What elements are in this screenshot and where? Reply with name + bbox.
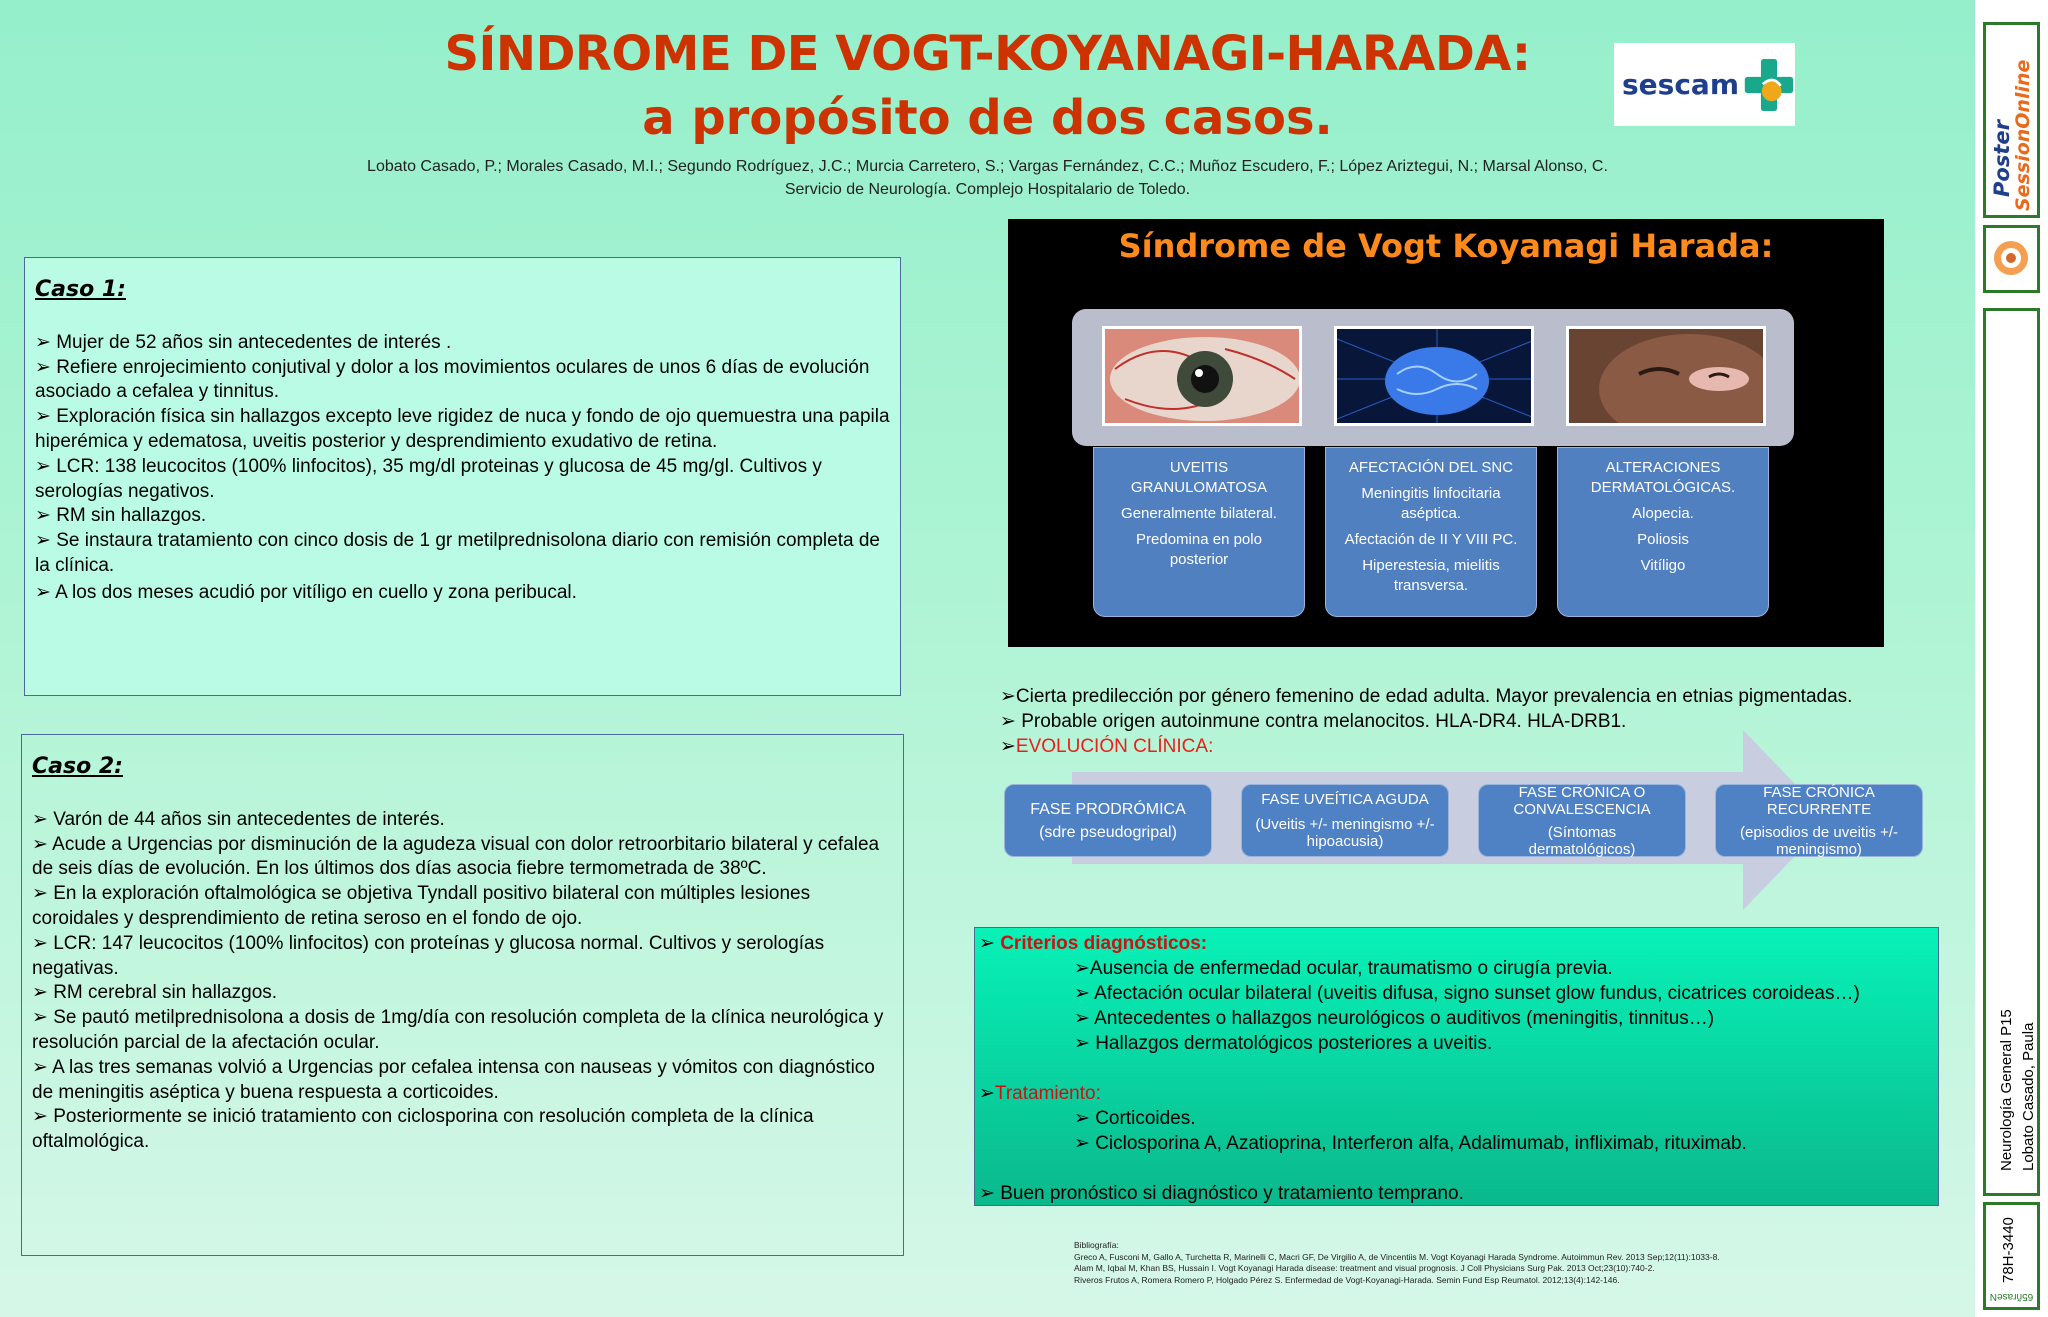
poster-code: 78H-3440 (2000, 1217, 2017, 1283)
case-2-line: ➢ Posteriormente se inició tratamiento con ciclosporina con resolución completa de la clínica oftalmológica. (32, 1106, 814, 1153)
title-line-2: a propósito de dos casos. (642, 90, 1333, 146)
treatment-item: ➢ Corticoides. (1074, 1108, 1196, 1129)
col-snc-item: Hiperestesia, mielitis transversa. (1362, 557, 1500, 594)
case-2-box (21, 734, 904, 1256)
bullet-gender: ➢Cierta predilección por género femenino de edad adulta. Mayor prevalencia en etnias pigmentadas. (1000, 686, 1853, 707)
brand-poster: Poster (1990, 120, 2014, 197)
evolution-heading: EVOLUCIÓN CLÍNICA: (1015, 736, 1214, 757)
case-2-heading: Caso 2: (32, 754, 123, 779)
case-1-heading: Caso 1: (35, 277, 126, 302)
clinical-phases (1000, 730, 1940, 910)
col-derm (1557, 447, 1769, 617)
case-1-line: ➢ Mujer de 52 años sin antecedentes de interés . (35, 331, 452, 353)
affiliation: Servicio de Neurología. Complejo Hospitalario de Toledo. (784, 181, 1191, 198)
postersession-logo (1983, 22, 2040, 218)
bibliography-ref: Greco A, Fusconi M, Gallo A, Turchetta R, Marinelli C, Macri GF, De Virgilio A, de Vincentiis M. Vogt Koyanagi Harada Syndrome. Autoimmun Rev. 2013 Sep;12(11):1033-8. (1074, 1251, 1720, 1262)
col-derm-item: Alopecia. (1632, 505, 1694, 522)
case-2-line: ➢ A las tres semanas volvió a Urgencias por cefalea intensa con nauseas y vómitos con diagnóstico de meningitis aséptica y buena respuesta a corticoides. (32, 1056, 875, 1103)
phase-title: FASE UVEÍTICA AGUDA (1261, 791, 1429, 808)
sescam-logo (1614, 43, 1795, 126)
criteria-item: ➢ Hallazgos dermatológicos posteriores a uveitis. (1074, 1033, 1493, 1054)
col-uveitis-h1: UVEITIS (1169, 459, 1229, 476)
foot-label: 65ñraseN (1989, 1291, 2034, 1302)
treatment-item: ➢ Ciclosporina A, Azatioprina, Interferon alfa, Adalimumab, infliximab, rituximab. (1074, 1133, 1747, 1154)
case-1-line: ➢ Refiere enrojecimiento conjutival y dolor a los movimientos oculares de unos 6 días de evolución asociado a cefalea y tinnitus. (35, 356, 870, 403)
authors: Lobato Casado, P.; Morales Casado, M.I.; Segundo Rodríguez, J.C.; Murcia Carretero, S.; Vargas Fernández, C.C.; Muñoz Escudero, F.; López Ariztegui, N.; Marsal Alonso, C. (367, 158, 1608, 175)
authors-block (300, 155, 1675, 201)
col-derm-h1: ALTERACIONES (1605, 459, 1721, 476)
col-snc-item: Afectación de II Y VIII PC. (1344, 531, 1518, 548)
col-uveitis (1093, 447, 1305, 617)
case-2-line: ➢ RM cerebral sin hallazgos. (32, 982, 278, 1004)
case-2-line: ➢ LCR: 147 leucocitos (100% linfocitos) con proteínas y glucosa normal. Cultivos y serologías negativas. (32, 932, 825, 979)
criteria-arrow: ➢ (979, 933, 995, 954)
phase-title: FASE CRÓNICA RECURRENTE (1763, 783, 1875, 818)
phase-subtitle: (episodios de uveitis +/- meningismo) (1740, 823, 1898, 858)
vkh-panel (1008, 219, 1884, 647)
col-derm-h2: DERMATOLÓGICAS. (1590, 479, 1736, 496)
phase-uveitic (1241, 784, 1449, 857)
col-snc-item: Meningitis linfocitaria aséptica. (1361, 485, 1501, 522)
case-2-line: ➢ Varón de 44 años sin antecedentes de interés. (32, 808, 445, 830)
eye-photo (1102, 326, 1302, 426)
prognosis: ➢ Buen pronóstico si diagnóstico y tratamiento temprano. (979, 1183, 1464, 1204)
poster-title (300, 22, 1675, 150)
case-2-line: ➢ Acude a Urgencias por disminución de la agudeza visual con dolor retroorbitario bilateral y cefalea de seis días de evolución. En los últimos dos días asocia fiebre termometrada de 38ºC. (32, 833, 880, 880)
session-info-box (1983, 308, 2040, 1196)
title-line-1: SÍNDROME DE VOGT-KOYANAGI-HARADA: (444, 26, 1531, 82)
criteria-heading: Criterios diagnósticos: (1000, 933, 1208, 954)
treatment-arrow: ➢ (979, 1083, 995, 1104)
bibliography-ref: Alam M, Iqbal M, Khan BS, Hussain I. Vogt Koyanagi Harada disease: treatment and visual prognosis. J Coll Physicians Surg Pak. 2013 Oct;23(10):740-2. (1074, 1263, 1655, 1273)
poster-code-box (1983, 1202, 2040, 1310)
col-snc-h1: AFECTACIÓN DEL SNC (1348, 459, 1514, 476)
brand-session: SessionOnline (2012, 59, 2034, 211)
phase-subtitle: (Uveitis +/- meningismo +/-hipoacusia) (1255, 816, 1435, 850)
vkh-panel-title: Síndrome de Vogt Koyanagi Harada: (1118, 227, 1774, 265)
brain-photo (1334, 326, 1534, 426)
col-snc (1325, 447, 1537, 617)
phase-subtitle: (sdre pseudogripal) (1039, 823, 1177, 841)
bibliography-ref: Riveros Frutos A, Romera Romero P, Holgado Pérez S. Enfermedad de Vogt-Koyanagi-Harada. Semin Fund Esp Reumatol. 2012;13(4):142-146. (1074, 1274, 1620, 1285)
logo-text: sescam (1622, 68, 1739, 101)
phase-subtitle: (Síntomas dermatológicos) (1528, 823, 1636, 858)
treatment-heading: Tratamiento: (994, 1083, 1101, 1104)
treatment-heading-row (979, 1081, 1934, 1106)
bullet-autoimmune: ➢ Probable origen autoinmune contra melanocitos. HLA-DR4. HLA-DRB1. (1000, 711, 1627, 732)
col-derm-item: Poliosis (1637, 531, 1689, 548)
criteria-item: ➢Ausencia de enfermedad ocular, traumatismo o cirugía previa. (1074, 958, 1613, 979)
case-2-line: ➢ En la exploración oftalmológica se objetiva Tyndall positivo bilateral con múltiples lesiones coroidales y desprendimiento de retina seroso en el fondo de ojo. (32, 883, 811, 929)
col-uveitis-h2: GRANULOMATOSA (1130, 479, 1268, 496)
case-1-box (24, 257, 901, 696)
sescam-cross-icon (1743, 54, 1795, 116)
face-photo (1566, 326, 1766, 426)
phase-chronic (1478, 784, 1686, 857)
case-2-line: ➢ Se pautó metilprednisolona a dosis de 1mg/día con resolución completa de la clínica neurológica y resolución parcial de la afectación ocular. (32, 1007, 884, 1053)
criteria-item: ➢ Afectación ocular bilateral (uveitis difusa, signo sunset glow fundus, cicatrices coroideas…) (1074, 983, 1860, 1004)
bibliography (1074, 1240, 1894, 1286)
case-1-line: ➢ LCR: 138 leucocitos (100% linfocitos), 35 mg/dl proteinas y glucosa de 45 mg/gl. Cultivos y serologías negativos. (35, 455, 822, 502)
phase-recurrent (1715, 784, 1923, 857)
phase-title: FASE CRÓNICA O CONVALESCENCIA (1513, 783, 1651, 818)
col-derm-item: Vitíligo (1640, 557, 1686, 574)
criteria-box (974, 927, 1939, 1206)
bullet-arrow: ➢ (1000, 736, 1016, 757)
criteria-item: ➢ Antecedentes o hallazgos neurológicos o auditivos (meningitis, tinnitus…) (1074, 1008, 1715, 1029)
poster-sidebar (1975, 0, 2048, 1317)
bibliography-heading: Bibliografía: (1074, 1240, 1119, 1250)
criteria-heading-row (979, 931, 1934, 956)
col-uveitis-item: Generalmente bilateral. (1121, 505, 1277, 522)
society-logo (1983, 225, 2040, 293)
phase-title: FASE PRODRÓMICA (1030, 800, 1186, 818)
session-label: Neurología General P15 (1998, 1009, 2015, 1171)
case-1-line: ➢ A los dos meses acudió por vitíligo en cuello y zona peribucal. (35, 581, 577, 603)
col-uveitis-item: Predomina en polo posterior (1136, 531, 1262, 568)
case-1-line: ➢ Se instaura tratamiento con cinco dosis de 1 gr metilprednisolona diario con remisión completa de la clínica. (35, 530, 880, 576)
case-1-line: ➢ RM sin hallazgos. (35, 505, 207, 527)
phase-prodromal (1004, 784, 1212, 857)
case-1-line: ➢ Exploración física sin hallazgos excepto leve rigidez de nuca y fondo de ojo quemuestra una papila hiperémica y edematosa, uveitis posterior y desprendimiento exudativo de retina. (35, 406, 890, 452)
author-label: Lobato Casado, Paula (2020, 1022, 2037, 1171)
